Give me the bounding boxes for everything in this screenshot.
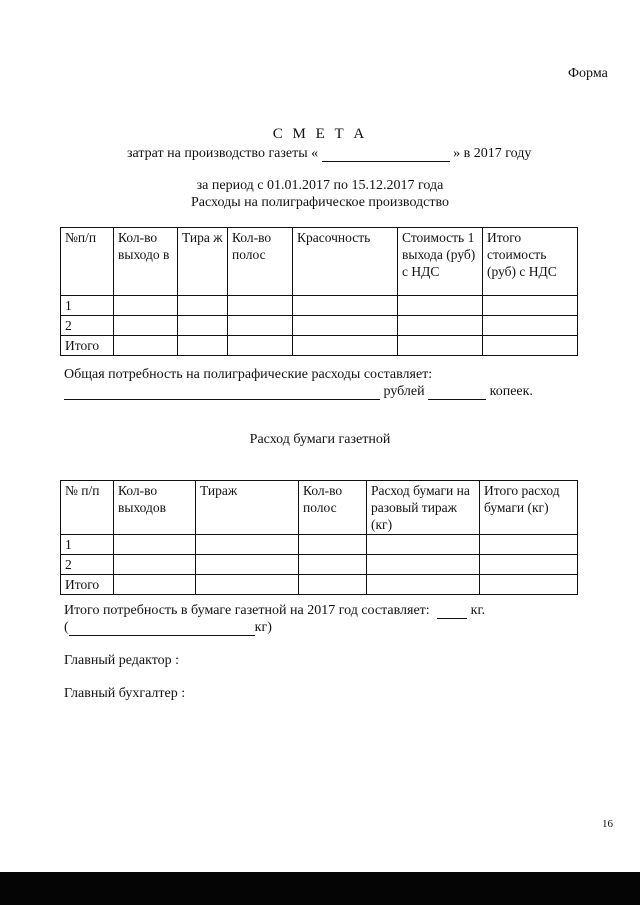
table-cell[interactable] [367, 555, 480, 575]
table-cell: Итого [61, 575, 114, 595]
paper-total-label: Итого потребность в бумаге газетной на 2017 год составляет: [64, 603, 430, 618]
section-subtitle: Расходы на полиграфическое производство [190, 195, 450, 210]
table-cell[interactable] [480, 575, 578, 595]
table-cell[interactable] [299, 535, 367, 555]
table-cell[interactable] [483, 296, 578, 316]
table-header-cell: №п/п [61, 228, 114, 296]
rubles-blank[interactable] [64, 385, 380, 400]
table-cell[interactable] [114, 575, 196, 595]
table-cell: 2 [61, 555, 114, 575]
table-cell[interactable] [114, 336, 178, 356]
table-header-row [61, 228, 578, 296]
printing-total-amount-line [64, 384, 533, 400]
paren-close: кг) [254, 620, 272, 635]
table-header-cell: Кол-во выходо в [114, 228, 178, 296]
table-header-cell: Расход бумаги на разовый тираж (кг) [367, 481, 480, 535]
table-header-cell: Кол-во полос [228, 228, 293, 296]
table-cell[interactable] [483, 316, 578, 336]
table-cell[interactable] [178, 316, 228, 336]
table-cell[interactable] [114, 296, 178, 316]
paper-words-blank[interactable] [69, 621, 255, 636]
table-cell: 2 [61, 316, 114, 336]
table-cell[interactable] [367, 575, 480, 595]
table-cell[interactable] [293, 296, 398, 316]
table-cell[interactable] [228, 296, 293, 316]
table-cell[interactable] [228, 316, 293, 336]
table-total-row [61, 336, 578, 356]
paper-kg-label: кг. [470, 603, 486, 618]
table-cell[interactable] [178, 336, 228, 356]
table-row [61, 316, 578, 336]
table-row [61, 296, 578, 316]
table-cell[interactable] [196, 535, 299, 555]
table-cell[interactable] [293, 336, 398, 356]
table-row [61, 555, 578, 575]
paper-section-title: Расход бумаги газетной [249, 432, 391, 447]
table-cell[interactable] [398, 336, 483, 356]
table-cell[interactable] [114, 316, 178, 336]
chief-editor-signature: Главный редактор : [64, 653, 180, 668]
table-header-cell: Тираж [196, 481, 299, 535]
chief-accountant-signature: Главный бухгалтер : [64, 686, 186, 701]
table-cell[interactable] [398, 316, 483, 336]
period-line: за период с 01.01.2017 по 15.12.2017 года [196, 178, 444, 193]
paren-open: ( [64, 620, 69, 635]
table-header-cell: Итого стоимость (руб) с НДС [483, 228, 578, 296]
title-line-newspaper [127, 146, 531, 162]
table-total-row [61, 575, 578, 595]
table-header-row [61, 481, 578, 535]
printing-total-label: Общая потребность на полиграфические расходы составляет: [64, 367, 433, 382]
table-header-cell: Кол-во выходов [114, 481, 196, 535]
table-cell[interactable] [398, 296, 483, 316]
table-cell[interactable] [480, 555, 578, 575]
table-header-cell: Красочность [293, 228, 398, 296]
table-cell[interactable] [196, 555, 299, 575]
kopeks-label: копеек. [489, 384, 533, 399]
paper-total-words-line [64, 620, 272, 636]
form-label: Форма [568, 66, 608, 81]
table-header-cell: Тира ж [178, 228, 228, 296]
table-cell[interactable] [196, 575, 299, 595]
paper-total-line [64, 603, 485, 619]
paper-kg-blank[interactable] [437, 604, 467, 619]
table-cell: 1 [61, 535, 114, 555]
table-cell[interactable] [480, 535, 578, 555]
table-header-cell: Кол-во полос [299, 481, 367, 535]
title-suffix: » в 2017 году [453, 146, 532, 161]
table-cell: Итого [61, 336, 114, 356]
page-number: 16 [602, 818, 613, 830]
printing-costs-table [60, 227, 578, 356]
table-cell[interactable] [228, 336, 293, 356]
table-cell[interactable] [114, 555, 196, 575]
scan-edge-bar [0, 872, 640, 905]
table-cell[interactable] [293, 316, 398, 336]
table-cell[interactable] [114, 535, 196, 555]
table-cell[interactable] [299, 555, 367, 575]
table-cell: 1 [61, 296, 114, 316]
paper-usage-table [60, 480, 578, 595]
table-cell[interactable] [367, 535, 480, 555]
document-title: С М Е Т А [272, 126, 368, 142]
table-cell[interactable] [178, 296, 228, 316]
table-header-cell: Итого расход бумаги (кг) [480, 481, 578, 535]
table-cell[interactable] [483, 336, 578, 356]
title-prefix: затрат на производство газеты « [127, 146, 319, 161]
table-row [61, 535, 578, 555]
table-header-cell: Стоимость 1 выхода (руб) с НДС [398, 228, 483, 296]
table-header-cell: № п/п [61, 481, 114, 535]
newspaper-name-blank [322, 147, 450, 162]
table-cell[interactable] [299, 575, 367, 595]
rubles-label: рублей [383, 384, 425, 399]
kopeks-blank[interactable] [428, 385, 486, 400]
